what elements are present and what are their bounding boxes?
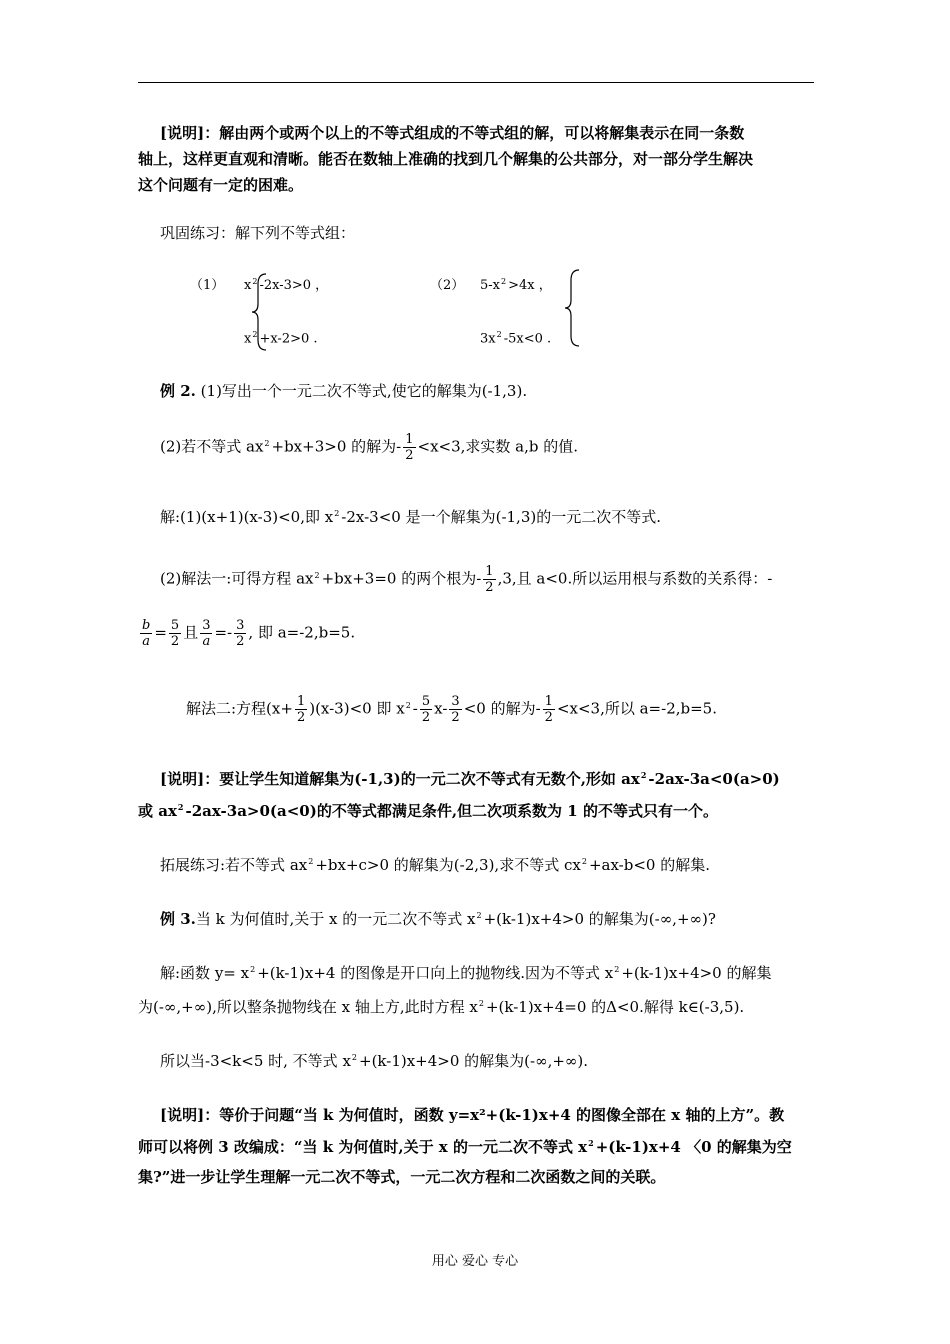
note3-line1: [说明]：等价于问题“当 k 为何值时，函数 y=x²+(k-1)x+4 的图像全部在 x 轴的上方”。教: [160, 1106, 785, 1124]
note3-line3: 集?”进一步让学生理解一元二次不等式，一元二次方程和二次函数之间的关联。: [138, 1168, 666, 1186]
note2-line2: 或 $ax^2$ -2ax-3a>0(a<0)的不等式都满足条件,但二次项系数为 1 的不等式只有一个。: [138, 802, 718, 820]
fraction-b-over-a: $\frac{b}{a}$: [142, 618, 151, 649]
note1-line3: 这个问题有一定的困难。: [138, 176, 304, 194]
example3-question: 例 3.当 k 为何值时,关于 x 的一元二次不等式 $x^2 +(k-1)x+4>0$ 的解集为(-∞,+∞)?: [160, 910, 716, 928]
note1-line1: [说明]：解由两个或两个以上的不等式组成的不等式组的解，可以将解集表示在同一条数: [160, 124, 745, 142]
practice-title: 巩固练习：解下列不等式组：: [160, 224, 356, 242]
example2-solution3: 解法二:方程(x+ $\frac{1}{2}$ )(x-3)<0 即 $x^2$ - $\frac{5}{2}$ x- $\frac{3}{2}$ <0 的解为- $\frac{1}{2}$ <x<3,所以 a=-2,b=5.: [186, 694, 717, 725]
practice-2-ineq-a: $5-x^2 >4x$ ，: [480, 276, 552, 293]
example2-solution2: (2)解法一:可得方程 $ax^2 +bx+3=0$ 的两个根为- $\frac{1}{2}$ ,3,且 a<0.所以运用根与系数的关系得：-: [160, 564, 773, 595]
brace-2: [563, 268, 583, 348]
example3-conclusion: 所以当-3<k<5 时, 不等式 $x^2 +(k-1)x+4>0$ 的解集为(-∞,+∞).: [160, 1052, 589, 1070]
fraction-half-2: $\frac{1}{2}$: [485, 564, 494, 595]
note3-line2: 师可以将例 3 改编成：“当 k 为何值时,关于 x 的一元二次不等式 $x^2 +(k-1)x+4$ 〈0 的解集为空: [138, 1138, 792, 1156]
note1-line2: 轴上，这样更直观和清晰。能否在数轴上准确的找到几个解集的公共部分，对一部分学生解决: [138, 150, 754, 168]
fraction-half-3: $\frac{1}{2}$: [296, 694, 306, 725]
fraction-three-over-a: $\frac{3}{a}$: [202, 618, 211, 649]
example2-solution1: 解:(1)(x+1)(x-3)<0,即 $x^2$ -2x-3<0 是一个解集为(-1,3)的一元二次不等式.: [160, 508, 661, 526]
extension-exercise: 拓展练习:若不等式 $ax^2 +bx+c>0$ 的解集为(-2,3),求不等式 $cx^2 +ax-b<0$ 的解集.: [160, 856, 710, 874]
example2-q1: 例 2. (1)写出一个一元二次不等式,使它的解集为(-1,3).: [160, 382, 528, 400]
page-footer: 用心 爱心 专心: [431, 1254, 519, 1269]
fraction-five-halves: $\frac{5}{2}$: [170, 618, 180, 649]
practice-2-ineq-b: $3x^2$ -5x<0 .: [480, 330, 552, 347]
practice-1-ineq-b: $x^2 +x-2>0$ .: [244, 330, 318, 347]
example2-solution2-cont: $\frac{b}{a}$ = $\frac{5}{2}$ 且 $\frac{3}{a}$ =- $\frac{3}{2}$ , 即 a=-2,b=5.: [142, 618, 356, 649]
fraction-three-halves: $\frac{3}{2}$: [236, 618, 245, 649]
example2-q2: (2)若不等式 $ax^2 +bx+3>0$ 的解为- $\frac{1}{2}$ <x<3,求实数 a,b 的值.: [160, 432, 579, 463]
fraction-five-halves-2: $\frac{5}{2}$: [421, 694, 431, 725]
example3-solution-line1: 解:函数 $y= x^2 +(k-1)x+4$ 的图像是开口向上的抛物线.因为不等式 $x^2 +(k-1)x+4>0$ 的解集: [160, 964, 772, 982]
practice-2-label: （2）: [430, 278, 465, 293]
fraction-half: $\frac{1}{2}$: [405, 432, 414, 463]
example3-solution-line2: 为(-∞,+∞),所以整条抛物线在 x 轴上方,此时方程 $x^2 +(k-1)x+4=0$ 的Δ<0.解得 k∈(-3,5).: [138, 998, 745, 1016]
brace-1: [250, 272, 270, 352]
practice-1-label: （1）: [190, 278, 225, 293]
fraction-three-halves-2: $\frac{3}{2}$: [451, 694, 460, 725]
practice-1-ineq-a: $x^2$ -2x-3>0 ，: [244, 276, 329, 293]
header-rule: [138, 82, 814, 83]
fraction-half-4: $\frac{1}{2}$: [544, 694, 553, 725]
note2-line1: [说明]：要让学生知道解集为(-1,3)的一元二次不等式有无数个,形如 $ax^2$ -2ax-3a<0(a>0): [160, 770, 780, 788]
